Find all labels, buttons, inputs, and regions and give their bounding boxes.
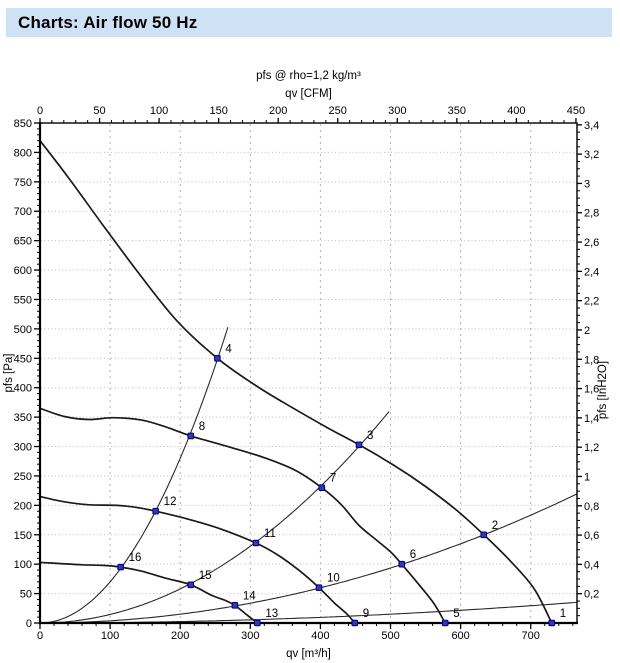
- tick-label-top: 250: [328, 105, 347, 117]
- right-axis-title: pfs [InH2O]: [597, 360, 609, 420]
- tick-label-left: 100: [13, 559, 32, 572]
- tick-label-left: 850: [13, 118, 32, 130]
- tick-label-top: 400: [507, 105, 526, 117]
- operating-point-label-16: 16: [128, 552, 142, 565]
- tick-label-top: 200: [269, 105, 288, 117]
- system-curve-load-2: [40, 494, 577, 623]
- tick-label-right: 0,4: [584, 559, 600, 572]
- tick-label-left: 800: [13, 147, 32, 160]
- operating-point-label-6: 6: [409, 549, 417, 562]
- tick-label-left: 50: [19, 588, 32, 601]
- tick-label-top: 100: [149, 105, 169, 117]
- operating-point-15: [188, 582, 194, 588]
- tick-label-left: 550: [13, 294, 32, 307]
- tick-label-left: 200: [13, 500, 32, 513]
- operating-point-1: [549, 620, 555, 626]
- tick-label-right: 3,2: [584, 149, 600, 162]
- tick-label-left: 250: [13, 470, 32, 483]
- tick-label-top: 50: [93, 105, 106, 117]
- operating-point-16: [118, 564, 124, 570]
- section-header: [6, 8, 612, 37]
- tick-label-left: 400: [13, 382, 32, 395]
- operating-point-13: [255, 620, 261, 626]
- operating-point-10: [316, 585, 322, 591]
- tick-label-right: 2,8: [584, 207, 600, 220]
- tick-label-left: 600: [13, 265, 32, 278]
- section-header-title: Charts: Air flow 50 Hz: [18, 12, 198, 32]
- tick-label-left: 350: [13, 412, 32, 425]
- tick-label-left: 450: [13, 353, 32, 366]
- operating-point-label-3: 3: [366, 429, 374, 442]
- bottom-axis-title: qv [m³/h]: [286, 648, 331, 660]
- tick-label-top: 150: [209, 105, 228, 117]
- tick-label-right: 2,4: [584, 266, 600, 279]
- tick-label-top: 350: [447, 105, 467, 117]
- operating-point-label-5: 5: [453, 608, 460, 620]
- operating-point-9: [352, 620, 358, 626]
- tick-label-left: 0: [25, 618, 32, 630]
- tick-label-right: 1,8: [584, 354, 600, 367]
- operating-point-label-14: 14: [242, 590, 256, 603]
- operating-point-label-11: 11: [263, 528, 276, 540]
- tick-label-right: 1: [584, 471, 591, 484]
- tick-label-bottom: 0: [36, 630, 44, 642]
- tick-label-bottom: 500: [381, 630, 400, 642]
- operating-point-label-8: 8: [198, 420, 206, 433]
- operating-point-4: [215, 355, 221, 361]
- tick-label-right: 1,4: [584, 412, 600, 425]
- left-axis-title: pfs [Pa]: [3, 353, 15, 393]
- chart-title: pfs @ rho=1,2 kg/m³: [256, 70, 361, 82]
- fan-curve-speed-1: [40, 141, 552, 623]
- operating-point-6: [399, 561, 405, 567]
- operating-point-14: [232, 603, 238, 609]
- operating-point-11: [253, 540, 259, 546]
- tick-label-bottom: 700: [521, 630, 540, 642]
- tick-label-right: 3,4: [584, 119, 600, 132]
- tick-label-left: 150: [13, 529, 32, 542]
- tick-label-bottom: 600: [451, 630, 470, 642]
- tick-label-bottom: 300: [241, 630, 260, 642]
- tick-label-right: 1,2: [584, 442, 600, 455]
- operating-point-2: [481, 532, 487, 538]
- tick-label-right: 3: [584, 178, 591, 191]
- operating-point-label-2: 2: [491, 519, 499, 532]
- tick-label-left: 650: [13, 235, 32, 248]
- tick-label-left: 750: [13, 176, 32, 189]
- operating-point-5: [442, 620, 448, 626]
- tick-label-bottom: 200: [171, 630, 190, 642]
- tick-label-left: 500: [13, 323, 32, 336]
- tick-label-right: 2,6: [584, 237, 600, 250]
- operating-point-12: [153, 508, 159, 514]
- operating-point-label-9: 9: [362, 608, 370, 620]
- tick-label-right: 2,2: [584, 295, 600, 308]
- tick-label-left: 300: [13, 441, 32, 454]
- tick-label-top: 300: [388, 105, 407, 117]
- tick-label-right: 0,6: [584, 530, 600, 543]
- operating-point-label-4: 4: [225, 343, 232, 356]
- operating-point-label-13: 13: [265, 608, 279, 620]
- tick-label-right: 1,6: [584, 383, 600, 396]
- operating-point-label-1: 1: [559, 608, 567, 620]
- top-axis-title: qv [CFM]: [285, 88, 332, 100]
- tick-label-right: 2: [584, 324, 591, 337]
- tick-label-right: 0,2: [584, 588, 600, 601]
- tick-label-right: 0,8: [584, 500, 600, 513]
- operating-point-7: [319, 485, 325, 491]
- tick-label-top: 0: [36, 105, 44, 117]
- operating-point-label-15: 15: [198, 569, 212, 582]
- tick-label-top: 450: [566, 105, 586, 117]
- tick-label-bottom: 400: [311, 630, 330, 642]
- tick-label-bottom: 100: [100, 630, 120, 642]
- tick-label-left: 700: [13, 206, 32, 219]
- operating-point-3: [356, 442, 362, 448]
- operating-point-8: [188, 433, 194, 439]
- operating-point-label-7: 7: [329, 472, 337, 485]
- operating-point-label-10: 10: [327, 572, 340, 585]
- operating-point-label-12: 12: [163, 496, 177, 509]
